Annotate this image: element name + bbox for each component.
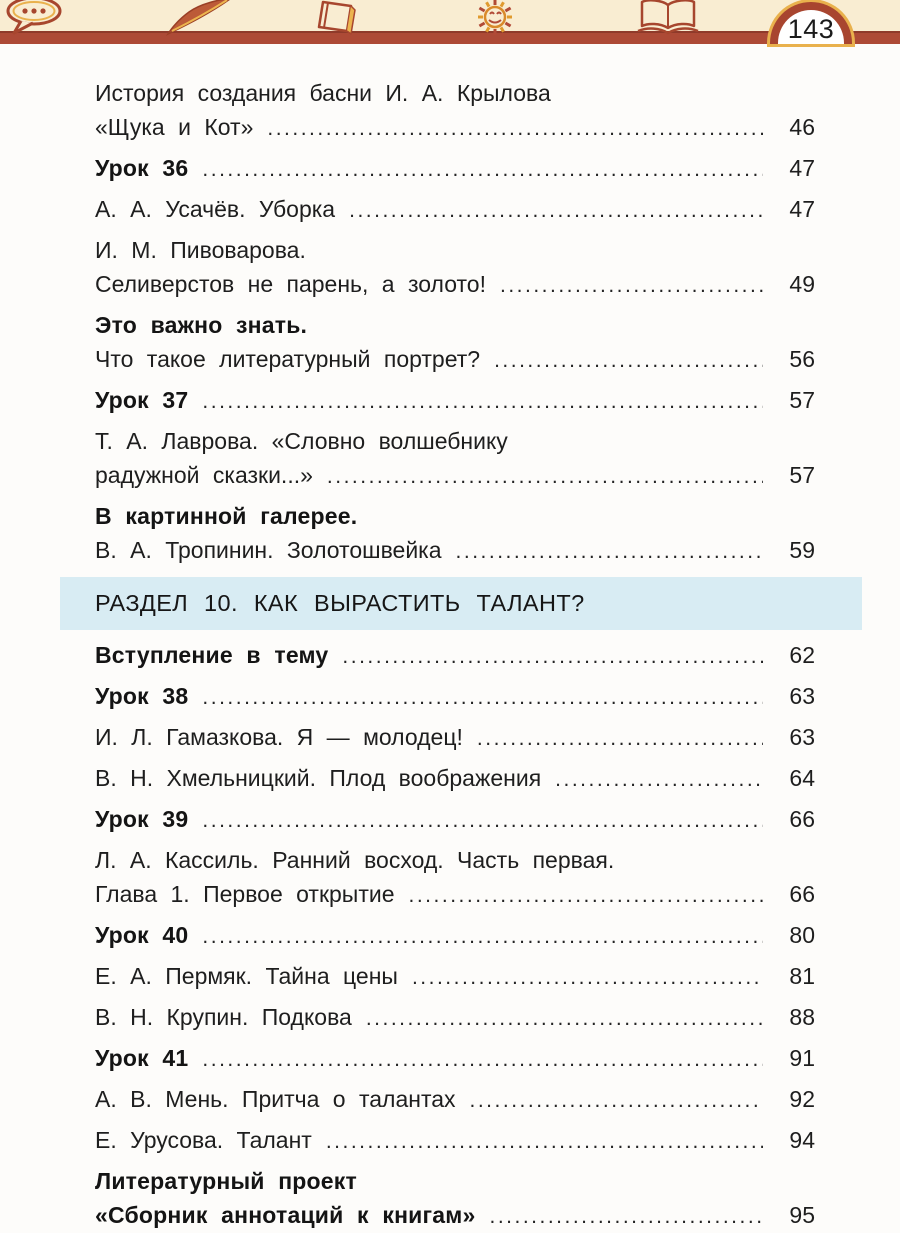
- sun-icon: [462, 0, 528, 41]
- toc-entry-title: Урок 39: [95, 806, 189, 832]
- dot-leader: [456, 536, 763, 568]
- dot-leader: [267, 113, 763, 145]
- book-icon: [304, 0, 368, 37]
- toc-entry-title: Е. А. Пермяк. Тайна цены: [95, 963, 398, 989]
- toc-row: [95, 680, 815, 714]
- toc-row: [95, 762, 815, 796]
- dot-leader: [409, 880, 763, 912]
- toc-row: [95, 878, 815, 912]
- toc-entry-title: Урок 36: [95, 155, 189, 181]
- toc-entry-title: Е. Урусова. Талант: [95, 1127, 312, 1153]
- toc-entry-title: Глава 1. Первое открытие: [95, 881, 395, 907]
- dot-leader: [555, 764, 763, 796]
- toc-entry-title: И. Л. Гамазкова. Я — молодец!: [95, 724, 463, 750]
- toc-entry-title: В. Н. Крупин. Подкова: [95, 1004, 352, 1030]
- toc-entry-title: История создания басни И. А. Крылова: [95, 80, 551, 106]
- toc-row: [95, 803, 815, 837]
- page-header: [0, 0, 900, 44]
- toc-page-number: 62: [789, 642, 815, 668]
- toc-entry-title: «Щука и Кот»: [95, 114, 254, 140]
- toc-page-number: 57: [789, 387, 815, 413]
- header-cream-band: [0, 0, 900, 31]
- toc-entry-title: Т. А. Лаврова. «Словно волшебнику: [95, 428, 508, 454]
- toc-page-number: 47: [789, 155, 815, 181]
- toc-page-number: 80: [789, 922, 815, 948]
- toc-row: [95, 152, 815, 186]
- toc-row: [95, 459, 815, 493]
- toc-row: [95, 721, 815, 755]
- dot-leader: [327, 461, 763, 493]
- toc-row: [95, 268, 815, 302]
- toc-entry-title: Урок 38: [95, 683, 189, 709]
- dot-leader: [349, 195, 763, 227]
- toc-entry-title: Литературный проект: [95, 1168, 357, 1194]
- toc-entry-title: «Сборник аннотаций к книгам»: [95, 1202, 476, 1228]
- dot-leader: [489, 1201, 763, 1233]
- toc-entry-title: В картинной галерее.: [95, 503, 358, 529]
- toc-entry-title: Вступление в тему: [95, 642, 329, 668]
- toc-entry-title: Урок 40: [95, 922, 189, 948]
- toc-page-number: 59: [789, 537, 815, 563]
- toc-page-number: 64: [789, 765, 815, 791]
- toc-page-number: 81: [789, 963, 815, 989]
- toc-entry-title: А. А. Усачёв. Уборка: [95, 196, 336, 222]
- toc-page-number: 46: [789, 114, 815, 140]
- dot-leader: [494, 345, 763, 377]
- toc-entry-title: Урок 37: [95, 387, 189, 413]
- toc-row: [95, 500, 815, 532]
- dot-leader: [202, 386, 763, 418]
- dot-leader: [366, 1003, 763, 1035]
- dot-leader: [202, 805, 763, 837]
- dot-leader: [202, 921, 763, 953]
- toc-row: [95, 193, 815, 227]
- toc-entry-title: В. А. Тропинин. Золотошвейка: [95, 537, 442, 563]
- section-heading: [60, 577, 862, 630]
- toc-page-number: 56: [789, 346, 815, 372]
- toc-entry-title: И. М. Пивоварова.: [95, 237, 306, 263]
- toc-page-number: 47: [789, 196, 815, 222]
- toc-page-number: 95: [789, 1202, 815, 1228]
- toc-page-number: 66: [789, 881, 815, 907]
- toc-row: [95, 425, 815, 457]
- toc-row: [95, 960, 815, 994]
- toc-entry-title: А. В. Мень. Притча о талантах: [95, 1086, 456, 1112]
- dot-leader: [202, 154, 763, 186]
- toc-row: [95, 343, 815, 377]
- dot-leader: [202, 682, 763, 714]
- page-number: 143: [787, 14, 835, 44]
- toc-page-number: 91: [789, 1045, 815, 1071]
- toc-row: [95, 534, 815, 568]
- toc-entry-title: Это важно знать.: [95, 312, 308, 338]
- toc-row: [95, 1042, 815, 1076]
- toc-row: [95, 1124, 815, 1158]
- dot-leader: [470, 1085, 763, 1117]
- dot-leader: [342, 641, 763, 673]
- toc-row: [95, 639, 815, 673]
- toc: [0, 44, 900, 1233]
- section-heading-text: РАЗДЕЛ 10. КАК ВЫРАСТИТЬ ТАЛАНТ?: [95, 590, 585, 616]
- toc-row: [95, 1165, 815, 1197]
- toc-page-number: 57: [789, 462, 815, 488]
- speech-bubble-icon: [4, 0, 68, 37]
- header-red-rule: [0, 31, 900, 44]
- toc-row: [95, 1199, 815, 1233]
- toc-entry-title: Л. А. Кассиль. Ранний восход. Часть первая.: [95, 847, 615, 873]
- toc-page-number: 66: [789, 806, 815, 832]
- toc-row: [95, 77, 815, 109]
- toc-row: [95, 384, 815, 418]
- feather-icon: [162, 0, 238, 37]
- toc-entry-title: Селиверстов не парень, а золото!: [95, 271, 486, 297]
- toc-page-number: 49: [789, 271, 815, 297]
- toc-entry-title: Что такое литературный портрет?: [95, 346, 481, 372]
- dot-leader: [326, 1126, 763, 1158]
- toc-page-number: 63: [789, 724, 815, 750]
- toc-page-number: 63: [789, 683, 815, 709]
- toc-entry-title: Урок 41: [95, 1045, 189, 1071]
- toc-row: [95, 844, 815, 876]
- toc-entry-title: В. Н. Хмельницкий. Плод воображения: [95, 765, 542, 791]
- dot-leader: [500, 270, 763, 302]
- toc-row: [95, 234, 815, 266]
- toc-row: [95, 309, 815, 341]
- toc-row: [95, 1083, 815, 1117]
- toc-entry-title: радужной сказки...»: [95, 462, 313, 488]
- dot-leader: [412, 962, 763, 994]
- toc-row: [95, 919, 815, 953]
- toc-row: [95, 1001, 815, 1035]
- toc-row: [95, 111, 815, 145]
- toc-page-number: 88: [789, 1004, 815, 1030]
- toc-page-number: 92: [789, 1086, 815, 1112]
- dot-leader: [202, 1044, 763, 1076]
- open-book-icon: [630, 0, 706, 37]
- toc-page-number: 94: [789, 1127, 815, 1153]
- dot-leader: [477, 723, 763, 755]
